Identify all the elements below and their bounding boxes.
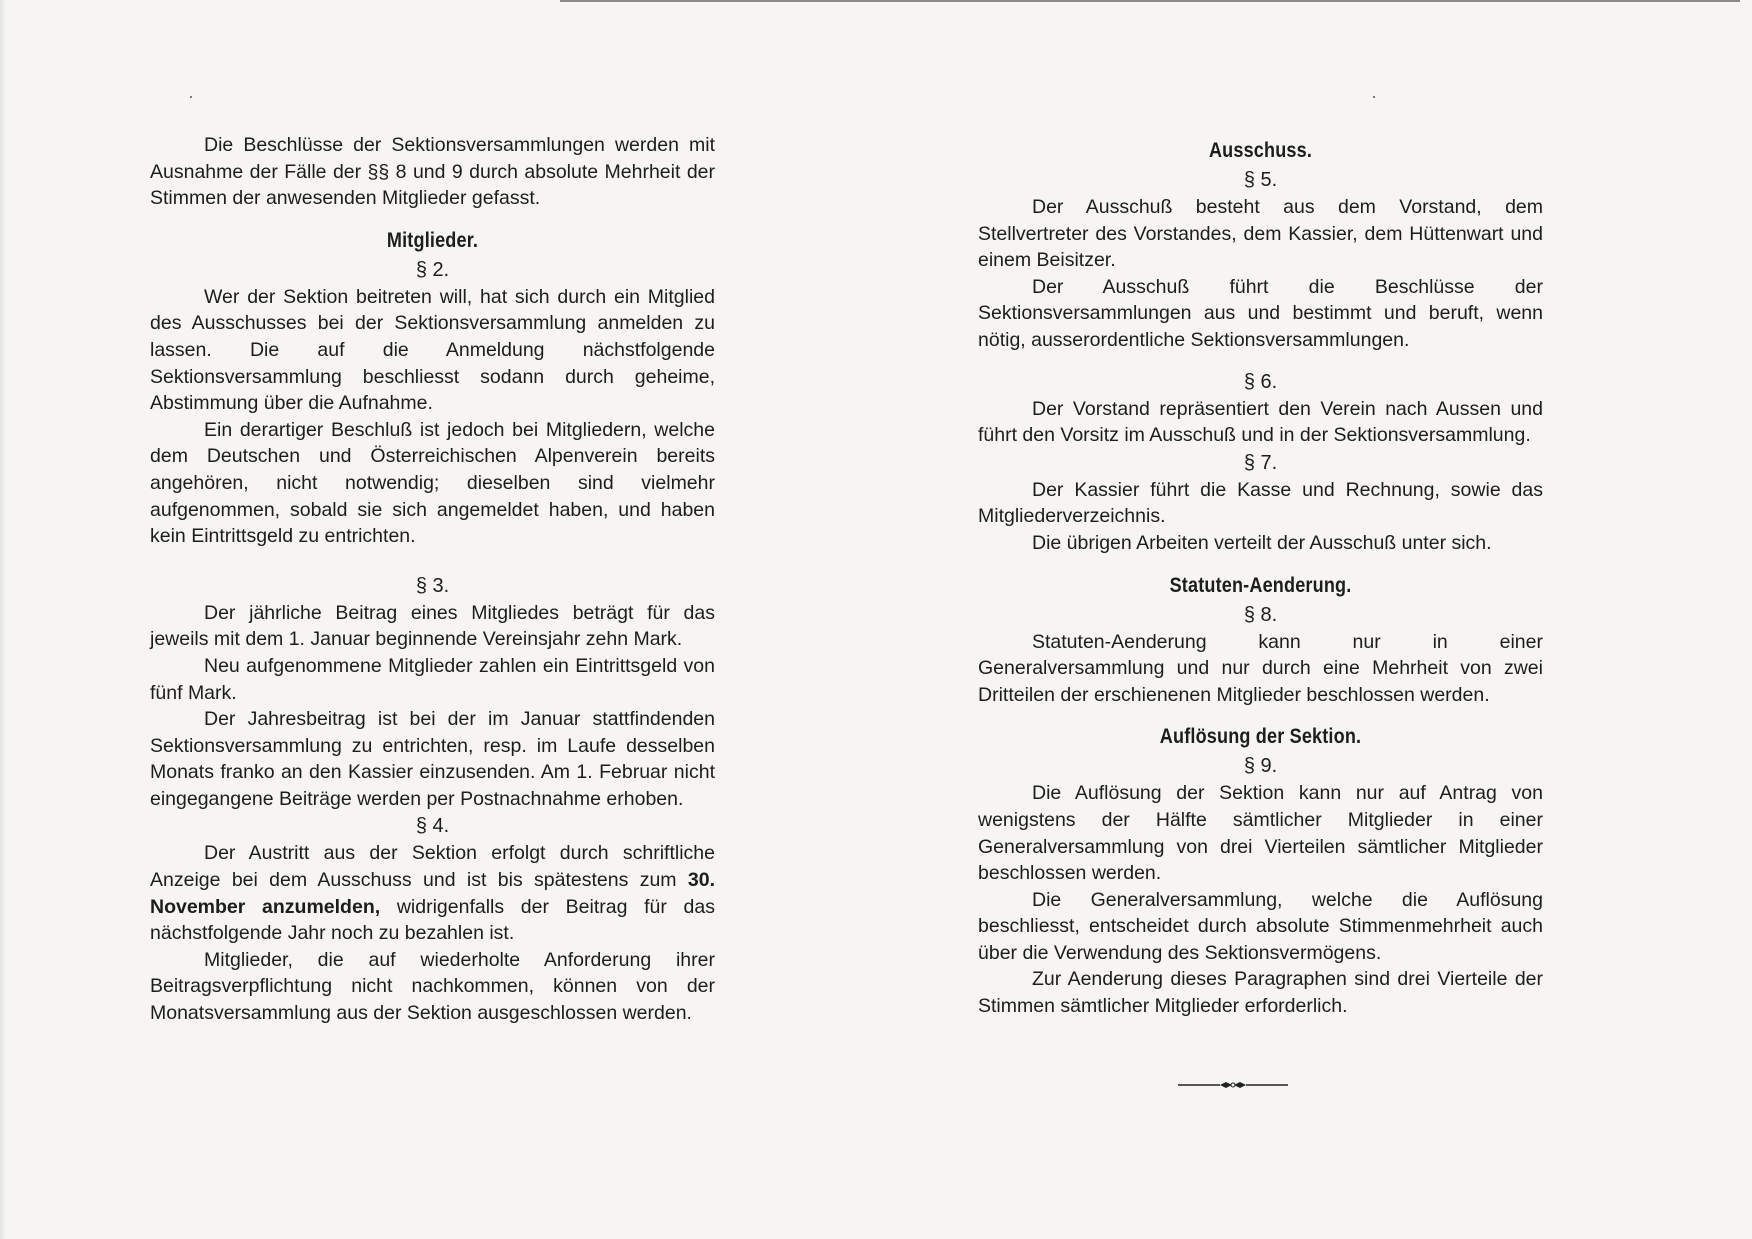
- left-page: [150, 0, 715, 1239]
- section-7-paragraph-1: Der Kassier führt die Kasse und Rechnung, sowie das Mitgliederverzeichnis.: [978, 478, 1543, 528]
- section-6-paragraph-1: Der Vorstand repräsentiert den Verein nach Aussen und führt den Vorsitz im Ausschuß und in der Sektionsversammlung.: [978, 397, 1543, 447]
- section-4-text-b: widrigenfalls der Beitrag für das nächstfolgende Jahr noch zu bezahlen ist.: [150, 895, 715, 945]
- section-5-paragraph-2: Der Ausschuß führt die Beschlüsse der Sektionsversammlungen aus und bestimmt und beruft, wenn nötig, ausserordentliche Sektionsversammlungen.: [978, 275, 1543, 351]
- section-7-label: § 7.: [1243, 451, 1278, 474]
- left-page-text: [150, 132, 715, 1027]
- scan-speck: [190, 96, 192, 98]
- section-4-label: § 4.: [415, 815, 450, 838]
- section-9-paragraph-2: Die Generalversammlung, welche die Auflösung beschliesst, entscheidet durch absolute Stimmenmehrheit auch über die Verwendung des Sektionsvermögens.: [978, 888, 1543, 964]
- right-page-text: [978, 136, 1543, 1020]
- intro-paragraph: Die Beschlüsse der Sektionsversammlungen werden mit Ausnahme der Fälle der §§ 8 und 9 durch absolute Mehrheit der Stimmen der anwesenden Mitglieder gefasst.: [150, 134, 715, 210]
- section-9-label: § 9.: [1243, 755, 1278, 778]
- section-3-paragraph-2: Neu aufgenommene Mitglieder zahlen ein Eintrittsgeld von fünf Mark.: [150, 654, 715, 704]
- section-8-paragraph-1: Statuten-Aenderung kann nur in einer Generalversammlung und nur durch eine Mehrheit von zwei Dritteilen der erschienenen Mitglieder beschlossen werden.: [978, 630, 1543, 706]
- section-4-paragraph-1: [150, 840, 715, 946]
- section-4-paragraph-2: Mitglieder, die auf wiederholte Anforderung ihrer Beitragsverpflichtung nicht nachkommen, können von der Monatsversammlung aus der Sektion ausgeschlossen werden.: [150, 948, 715, 1025]
- heading-statuten-aenderung: Statuten-Aenderung.: [1169, 573, 1352, 597]
- heading-ausschuss: Ausschuss.: [1208, 139, 1313, 162]
- section-4-text-a: Der Austritt aus der Sektion erfolgt durch schriftliche Anzeige bei dem Ausschuss und ist bis spätestens zum: [150, 842, 715, 892]
- right-page: [978, 0, 1543, 1239]
- section-3-label: § 3.: [415, 574, 450, 597]
- section-5-paragraph-1: Der Ausschuß besteht aus dem Vorstand, dem Stellvertreter des Vorstandes, dem Kassier, dem Hüttenwart und einem Beisitzer.: [978, 196, 1543, 272]
- section-3-paragraph-3: Der Jahresbeitrag ist bei der im Januar stattfindenden Sektionsversammlung zu entrichten, resp. im Laufe desselben Monats franko an den Kassier einzusenden. Am 1. Februar nicht eingegangene Beiträge werden per Postnachnahme erhoben.: [150, 708, 715, 810]
- heading-mitglieder: Mitglieder.: [386, 228, 479, 252]
- heading-aufloesung: Auflösung der Sektion.: [1159, 725, 1362, 749]
- section-8-label: § 8.: [1243, 603, 1278, 626]
- section-4-deadline: 30. November anzumelden,: [150, 869, 715, 918]
- section-5-label: § 5.: [1243, 169, 1278, 191]
- ornament-divider-icon: [1178, 1080, 1288, 1090]
- scan-left-edge: [0, 0, 6, 1239]
- section-2-paragraph-2: Ein derartiger Beschluß ist jedoch bei Mitgliedern, welche dem Deutschen und Österreichischen Alpenverein bereits angehören, nicht notwendig; dieselben sind vielmehr aufgenommen, sobald sie sich angemeldet haben, und haben kein Eintrittsgeld zu entrichten.: [150, 418, 715, 548]
- section-9-paragraph-3: Zur Aenderung dieses Paragraphen sind drei Vierteile der Stimmen sämtlicher Mitglieder erforderlich.: [978, 968, 1543, 1018]
- section-9-paragraph-1: Die Auflösung der Sektion kann nur auf Antrag von wenigstens der Hälfte sämtlicher Mitglieder in einer Generalversammlung von drei Vierteilen sämtlicher Mitglieder beschlossen werden.: [978, 782, 1543, 885]
- section-2-paragraph-1: Wer der Sektion beitreten will, hat sich durch ein Mitglied des Ausschusses bei der Sektionsversammlung anmelden zu lassen. Die auf die Anmeldung nächstfolgende Sektionsversammlung beschliesst sodann durch geheime, Abstimmung über die Aufnahme.: [150, 285, 715, 415]
- section-6-label: § 6.: [1243, 370, 1278, 393]
- section-2-label: § 2.: [415, 258, 450, 281]
- scan-speck: [1373, 96, 1375, 98]
- section-3-paragraph-1: Der jährliche Beitrag eines Mitgliedes beträgt für das jeweils mit dem 1. Januar beginnende Vereinsjahr zehn Mark.: [150, 601, 715, 651]
- section-7-paragraph-2: Die übrigen Arbeiten verteilt der Ausschuß unter sich.: [1032, 531, 1492, 554]
